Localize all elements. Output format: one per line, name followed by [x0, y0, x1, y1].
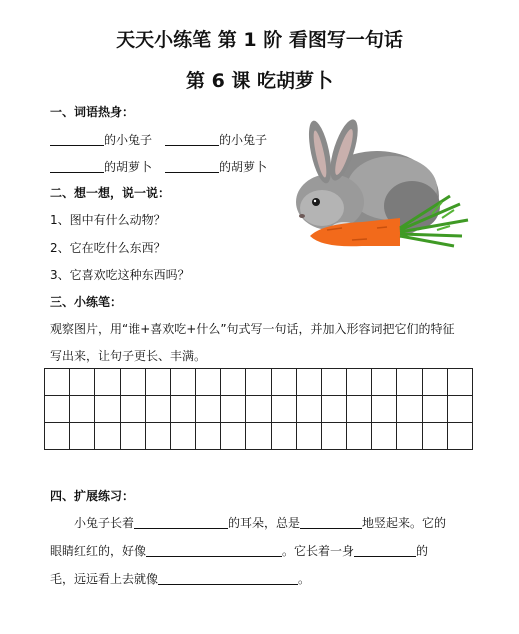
text-segment: 。它长着一身 [282, 544, 355, 558]
rabbit-carrot-image [282, 118, 472, 260]
word-suffix: 的胡萝卜 [104, 160, 153, 174]
question-3: 3、它喜欢吃这种东西吗？ [50, 268, 190, 282]
worksheet-title: 天天小练笔 第 1 阶 看图写一句话 [116, 29, 403, 51]
word-blank-row-2b [165, 158, 267, 175]
text-segment: 的耳朵，总是 [228, 516, 301, 530]
fill-blank[interactable] [50, 160, 104, 173]
paragraph-line-1 [74, 514, 446, 531]
question-2: 2、它在吃什么东西？ [50, 241, 166, 255]
text-segment: 地竖起来。它的 [362, 516, 447, 530]
section-3-heading: 三、小练笔： [50, 295, 123, 309]
section-4-heading: 四、扩展练习： [50, 489, 135, 503]
word-suffix: 的小兔子 [104, 133, 153, 147]
fill-blank[interactable] [165, 160, 219, 173]
fill-blank[interactable] [354, 544, 416, 557]
section-1-heading: 一、词语热身： [50, 105, 135, 119]
paragraph-line-2 [50, 542, 428, 559]
fill-blank[interactable] [146, 544, 282, 557]
text-segment: 眼睛红红的，好像 [50, 544, 147, 558]
word-blank-row-1 [50, 131, 152, 148]
fill-blank[interactable] [50, 133, 104, 146]
paragraph-line-3 [50, 570, 310, 587]
writing-grid[interactable] [44, 368, 473, 450]
fill-blank[interactable] [300, 516, 362, 529]
fill-blank[interactable] [134, 516, 228, 529]
fill-blank[interactable] [158, 572, 298, 585]
text-segment: 毛，远远看上去就像 [50, 572, 159, 586]
text-segment: 小兔子长着 [74, 516, 135, 530]
text-segment: 的 [416, 544, 429, 558]
fill-blank[interactable] [165, 133, 219, 146]
word-blank-row-1b [165, 131, 267, 148]
word-suffix: 的小兔子 [219, 133, 268, 147]
section-2-heading: 二、想一想，说一说： [50, 186, 171, 200]
word-blank-row-2 [50, 158, 152, 175]
question-1: 1、图中有什么动物？ [50, 213, 166, 227]
instruction-line-2: 写出来，让句子更长、丰满。 [50, 349, 207, 363]
lesson-title: 第 6 课 吃胡萝卜 [185, 70, 334, 92]
text-segment: 。 [298, 572, 311, 586]
instruction-line-1: 观察图片，用“谁+喜欢吃+什么”句式写一句话，并加入形容词把它们的特征 [50, 322, 455, 336]
word-suffix: 的胡萝卜 [219, 160, 268, 174]
